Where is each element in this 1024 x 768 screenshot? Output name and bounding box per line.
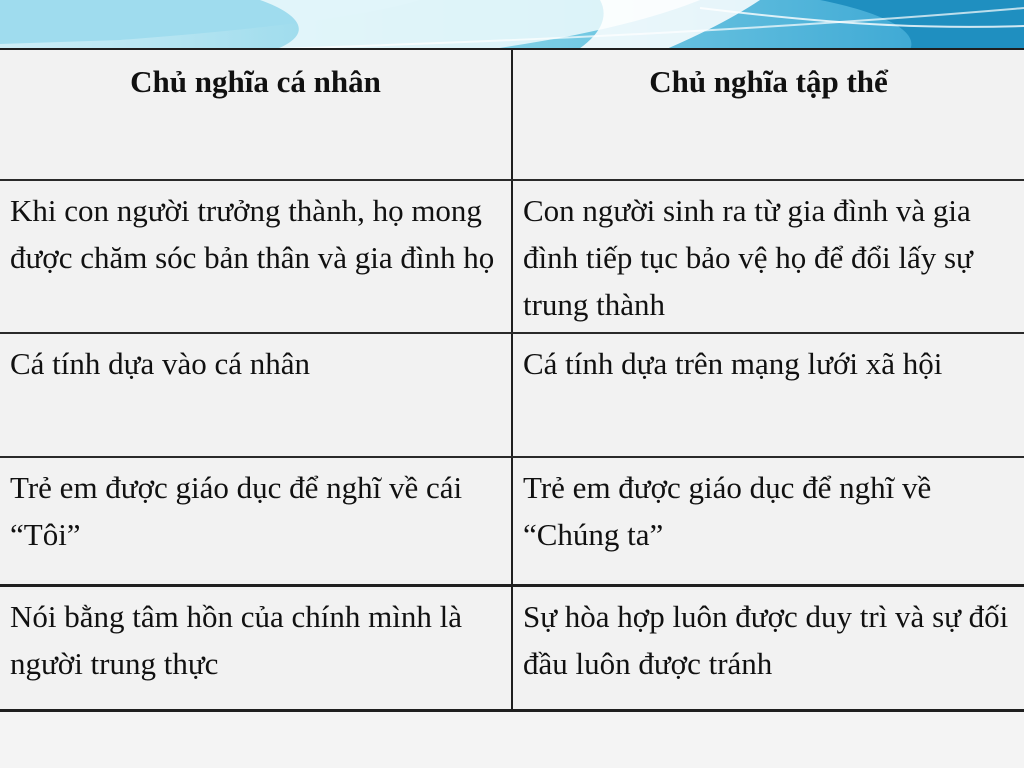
table-cell: Trẻ em được giáo dục để nghĩ về cái “Tôi”: [0, 457, 512, 585]
table-header-row: [0, 50, 1024, 180]
table-row: [0, 333, 1024, 457]
comparison-table: [0, 50, 1024, 713]
table-row: [0, 180, 1024, 333]
table-row: [0, 585, 1024, 713]
table-cell: Trẻ em được giáo dục để nghĩ về “Chúng ta”: [512, 457, 1024, 585]
table-cell: Con người sinh ra từ gia đình và gia đình tiếp tục bảo vệ họ để đổi lấy sự trung thành: [512, 180, 1024, 333]
table-cell: Cá tính dựa vào cá nhân: [0, 333, 512, 457]
table-cell: Cá tính dựa trên mạng lưới xã hội: [512, 333, 1024, 457]
slide-footer-area: [0, 712, 1024, 768]
table-cell: Khi con người trưởng thành, họ mong được chăm sóc bản thân và gia đình họ: [0, 180, 512, 333]
table-row: [0, 457, 1024, 585]
table-cell: Nói bằng tâm hồn của chính mình là người trung thực: [0, 585, 512, 713]
header-collectivism: Chủ nghĩa tập thể: [512, 50, 1024, 180]
header-individualism: Chủ nghĩa cá nhân: [0, 50, 512, 180]
comparison-table-container: [0, 48, 1024, 712]
table-cell: Sự hòa hợp luôn được duy trì và sự đối đầu luôn được tránh: [523, 598, 1009, 681]
